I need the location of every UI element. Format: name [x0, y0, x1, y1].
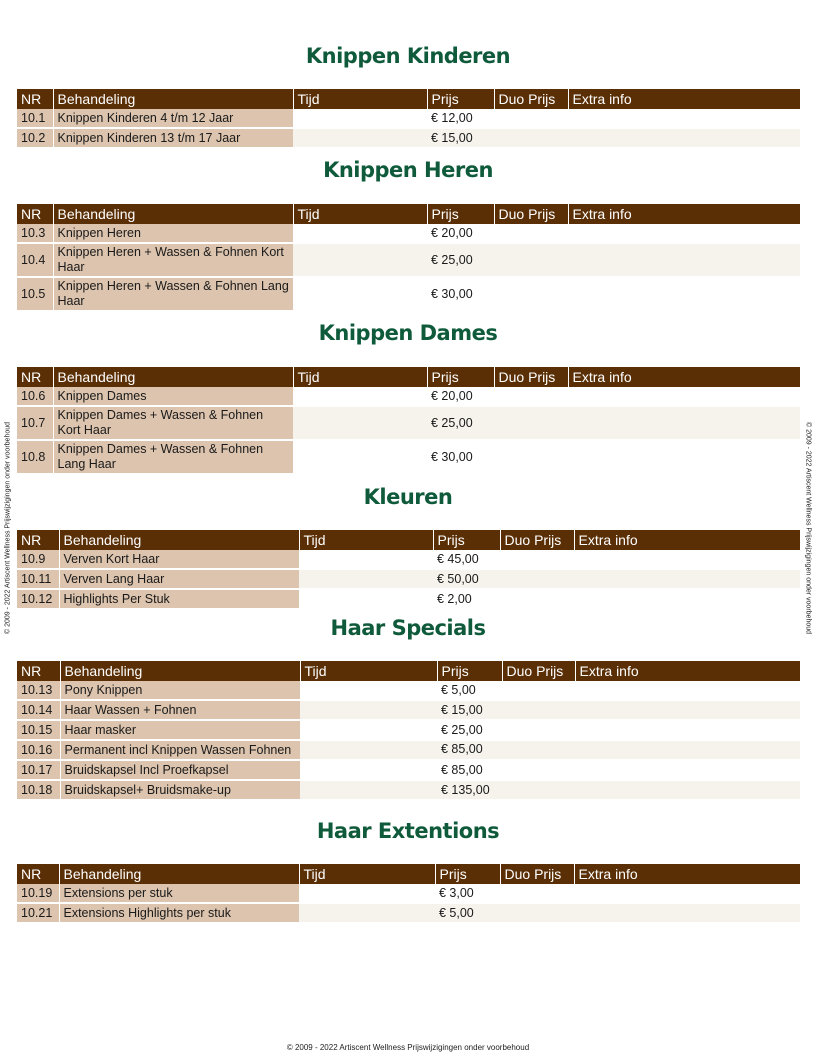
column-header-nr: NR: [17, 367, 53, 387]
row-extra-info: [568, 224, 800, 243]
row-duo-prijs: [494, 128, 568, 148]
table-header: [17, 661, 800, 681]
column-header-prijs: Prijs: [427, 89, 494, 109]
row-tijd: [299, 569, 433, 589]
row-nr: 10.9: [17, 550, 59, 569]
row-nr: 10.7: [17, 406, 53, 440]
row-duo-prijs: [500, 903, 574, 923]
row-behandeling: Bruidskapsel Incl Proefkapsel: [60, 760, 300, 780]
price-table-kleuren: [17, 530, 800, 610]
column-header-extra-info: Extra info: [574, 530, 800, 550]
row-extra-info: [574, 884, 800, 903]
price-table-knippen-kinderen: [17, 89, 800, 149]
column-header-extra-info: Extra info: [574, 864, 800, 884]
row-behandeling: Pony Knippen: [60, 681, 300, 700]
column-header-tijd: Tijd: [300, 661, 437, 681]
column-header-nr: NR: [17, 661, 60, 681]
table-row: [17, 224, 800, 243]
side-copyright-right: © 2009 - 2022 Artiscent Wellness Prijswijzigingen onder voorbehoud: [804, 421, 812, 635]
row-nr: 10.14: [17, 700, 60, 720]
section-title-kleuren: Kleuren: [363, 485, 453, 509]
row-behandeling: Knippen Kinderen 13 t/m 17 Jaar: [53, 128, 293, 148]
row-tijd: [293, 440, 427, 474]
column-header-prijs: Prijs: [427, 367, 494, 387]
column-header-behandeling: Behandeling: [60, 661, 300, 681]
column-header-prijs: Prijs: [433, 530, 500, 550]
column-header-behandeling: Behandeling: [59, 530, 299, 550]
row-duo-prijs: [494, 109, 568, 128]
row-prijs: € 12,00: [427, 109, 494, 128]
row-prijs: € 2,00: [433, 589, 500, 609]
table-row: [17, 128, 800, 148]
table-row: [17, 884, 800, 903]
row-extra-info: [568, 128, 800, 148]
table-row: [17, 740, 800, 760]
row-behandeling: Bruidskapsel+ Bruidsmake-up: [60, 780, 300, 800]
row-duo-prijs: [500, 569, 574, 589]
row-extra-info: [568, 440, 800, 474]
row-behandeling: Extensions Highlights per stuk: [59, 903, 299, 923]
row-nr: 10.15: [17, 720, 60, 740]
row-prijs: € 25,00: [427, 243, 494, 277]
column-header-nr: NR: [17, 530, 59, 550]
table-header: [17, 367, 800, 387]
column-header-prijs: Prijs: [437, 661, 502, 681]
column-header-tijd: Tijd: [293, 204, 427, 224]
row-prijs: € 20,00: [427, 387, 494, 406]
table-header: [17, 530, 800, 550]
row-extra-info: [568, 387, 800, 406]
section-title-knippen-heren: Knippen Heren: [323, 158, 493, 182]
row-extra-info: [575, 760, 800, 780]
table-row: [17, 387, 800, 406]
column-header-behandeling: Behandeling: [53, 204, 293, 224]
row-nr: 10.17: [17, 760, 60, 780]
row-extra-info: [575, 681, 800, 700]
row-extra-info: [575, 740, 800, 760]
row-nr: 10.4: [17, 243, 53, 277]
row-nr: 10.11: [17, 569, 59, 589]
row-duo-prijs: [502, 700, 575, 720]
row-tijd: [300, 681, 437, 700]
row-prijs: € 5,00: [437, 681, 502, 700]
row-prijs: € 85,00: [437, 760, 502, 780]
price-table-haar-specials: [17, 661, 800, 801]
row-behandeling: Haar masker: [60, 720, 300, 740]
price-table-haar-extentions: [17, 864, 800, 924]
row-nr: 10.3: [17, 224, 53, 243]
row-duo-prijs: [502, 681, 575, 700]
table-row: [17, 109, 800, 128]
table-row: [17, 700, 800, 720]
row-duo-prijs: [494, 243, 568, 277]
row-prijs: € 20,00: [427, 224, 494, 243]
row-prijs: € 50,00: [433, 569, 500, 589]
row-prijs: € 30,00: [427, 440, 494, 474]
table-row: [17, 760, 800, 780]
row-prijs: € 5,00: [435, 903, 500, 923]
section-title-knippen-dames: Knippen Dames: [318, 321, 498, 345]
row-behandeling: Knippen Kinderen 4 t/m 12 Jaar: [53, 109, 293, 128]
row-behandeling: Knippen Heren: [53, 224, 293, 243]
row-tijd: [293, 277, 427, 311]
row-tijd: [293, 109, 427, 128]
row-duo-prijs: [494, 277, 568, 311]
column-header-duo-prijs: Duo Prijs: [494, 204, 568, 224]
row-nr: 10.12: [17, 589, 59, 609]
row-extra-info: [574, 903, 800, 923]
table-header: [17, 864, 800, 884]
row-extra-info: [574, 550, 800, 569]
row-behandeling: Extensions per stuk: [59, 884, 299, 903]
row-tijd: [293, 224, 427, 243]
column-header-extra-info: Extra info: [575, 661, 800, 681]
row-nr: 10.19: [17, 884, 59, 903]
row-nr: 10.8: [17, 440, 53, 474]
row-tijd: [293, 243, 427, 277]
row-prijs: € 3,00: [435, 884, 500, 903]
row-prijs: € 25,00: [427, 406, 494, 440]
table-header: [17, 204, 800, 224]
row-behandeling: Verven Kort Haar: [59, 550, 299, 569]
row-prijs: € 85,00: [437, 740, 502, 760]
row-behandeling: Verven Lang Haar: [59, 569, 299, 589]
row-prijs: € 30,00: [427, 277, 494, 311]
row-prijs: € 25,00: [437, 720, 502, 740]
row-nr: 10.21: [17, 903, 59, 923]
table-row: [17, 720, 800, 740]
column-header-duo-prijs: Duo Prijs: [500, 530, 574, 550]
row-extra-info: [568, 243, 800, 277]
table-row: [17, 681, 800, 700]
row-nr: 10.13: [17, 681, 60, 700]
row-extra-info: [575, 720, 800, 740]
column-header-duo-prijs: Duo Prijs: [494, 367, 568, 387]
column-header-tijd: Tijd: [293, 89, 427, 109]
row-extra-info: [574, 589, 800, 609]
row-extra-info: [568, 406, 800, 440]
row-behandeling: Knippen Dames + Wassen & Fohnen Lang Haar: [53, 440, 293, 474]
column-header-behandeling: Behandeling: [59, 864, 299, 884]
row-extra-info: [575, 780, 800, 800]
row-tijd: [300, 740, 437, 760]
table-row: [17, 550, 800, 569]
row-tijd: [299, 884, 435, 903]
table-header: [17, 89, 800, 109]
row-prijs: € 15,00: [427, 128, 494, 148]
row-duo-prijs: [502, 720, 575, 740]
row-behandeling: Knippen Dames + Wassen & Fohnen Kort Haar: [53, 406, 293, 440]
row-tijd: [300, 760, 437, 780]
column-header-nr: NR: [17, 864, 59, 884]
row-behandeling: Knippen Dames: [53, 387, 293, 406]
row-behandeling: Highlights Per Stuk: [59, 589, 299, 609]
row-extra-info: [568, 109, 800, 128]
row-tijd: [293, 387, 427, 406]
row-tijd: [299, 550, 433, 569]
column-header-nr: NR: [17, 89, 53, 109]
row-duo-prijs: [494, 387, 568, 406]
column-header-tijd: Tijd: [299, 864, 435, 884]
row-nr: 10.16: [17, 740, 60, 760]
row-tijd: [299, 589, 433, 609]
footer-copyright: © 2009 - 2022 Artiscent Wellness Prijswijzigingen onder voorbehoud: [286, 1043, 530, 1052]
row-duo-prijs: [500, 884, 574, 903]
price-table-knippen-heren: [17, 204, 800, 312]
column-header-duo-prijs: Duo Prijs: [494, 89, 568, 109]
table-row: [17, 589, 800, 609]
row-duo-prijs: [494, 440, 568, 474]
column-header-behandeling: Behandeling: [53, 367, 293, 387]
row-nr: 10.6: [17, 387, 53, 406]
row-prijs: € 15,00: [437, 700, 502, 720]
column-header-tijd: Tijd: [293, 367, 427, 387]
section-title-haar-specials: Haar Specials: [330, 616, 486, 640]
row-prijs: € 45,00: [433, 550, 500, 569]
row-tijd: [300, 720, 437, 740]
row-behandeling: Knippen Heren + Wassen & Fohnen Kort Haar: [53, 243, 293, 277]
table-row: [17, 406, 800, 440]
row-tijd: [300, 700, 437, 720]
column-header-extra-info: Extra info: [568, 204, 800, 224]
column-header-extra-info: Extra info: [568, 367, 800, 387]
table-row: [17, 903, 800, 923]
table-row: [17, 243, 800, 277]
price-table-knippen-dames: [17, 367, 800, 475]
row-extra-info: [574, 569, 800, 589]
table-row: [17, 780, 800, 800]
row-duo-prijs: [494, 224, 568, 243]
row-duo-prijs: [502, 740, 575, 760]
table-row: [17, 277, 800, 311]
row-duo-prijs: [494, 406, 568, 440]
row-extra-info: [568, 277, 800, 311]
column-header-extra-info: Extra info: [568, 89, 800, 109]
row-behandeling: Knippen Heren + Wassen & Fohnen Lang Haar: [53, 277, 293, 311]
row-extra-info: [575, 700, 800, 720]
row-behandeling: Permanent incl Knippen Wassen Fohnen: [60, 740, 300, 760]
row-duo-prijs: [502, 760, 575, 780]
row-nr: 10.18: [17, 780, 60, 800]
row-duo-prijs: [500, 589, 574, 609]
row-nr: 10.5: [17, 277, 53, 311]
column-header-behandeling: Behandeling: [53, 89, 293, 109]
row-tijd: [299, 903, 435, 923]
column-header-tijd: Tijd: [299, 530, 433, 550]
row-tijd: [293, 406, 427, 440]
table-row: [17, 440, 800, 474]
row-duo-prijs: [502, 780, 575, 800]
row-prijs: € 135,00: [437, 780, 502, 800]
column-header-nr: NR: [17, 204, 53, 224]
row-tijd: [293, 128, 427, 148]
row-nr: 10.2: [17, 128, 53, 148]
section-title-knippen-kinderen: Knippen Kinderen: [305, 44, 511, 68]
row-behandeling: Haar Wassen + Fohnen: [60, 700, 300, 720]
row-duo-prijs: [500, 550, 574, 569]
column-header-prijs: Prijs: [435, 864, 500, 884]
side-copyright-left: © 2009 - 2022 Artiscent Wellness Prijswijzigingen onder voorbehoud: [4, 421, 12, 635]
table-row: [17, 569, 800, 589]
column-header-duo-prijs: Duo Prijs: [502, 661, 575, 681]
section-title-haar-extentions: Haar Extentions: [316, 819, 500, 843]
row-tijd: [300, 780, 437, 800]
row-nr: 10.1: [17, 109, 53, 128]
column-header-prijs: Prijs: [427, 204, 494, 224]
column-header-duo-prijs: Duo Prijs: [500, 864, 574, 884]
